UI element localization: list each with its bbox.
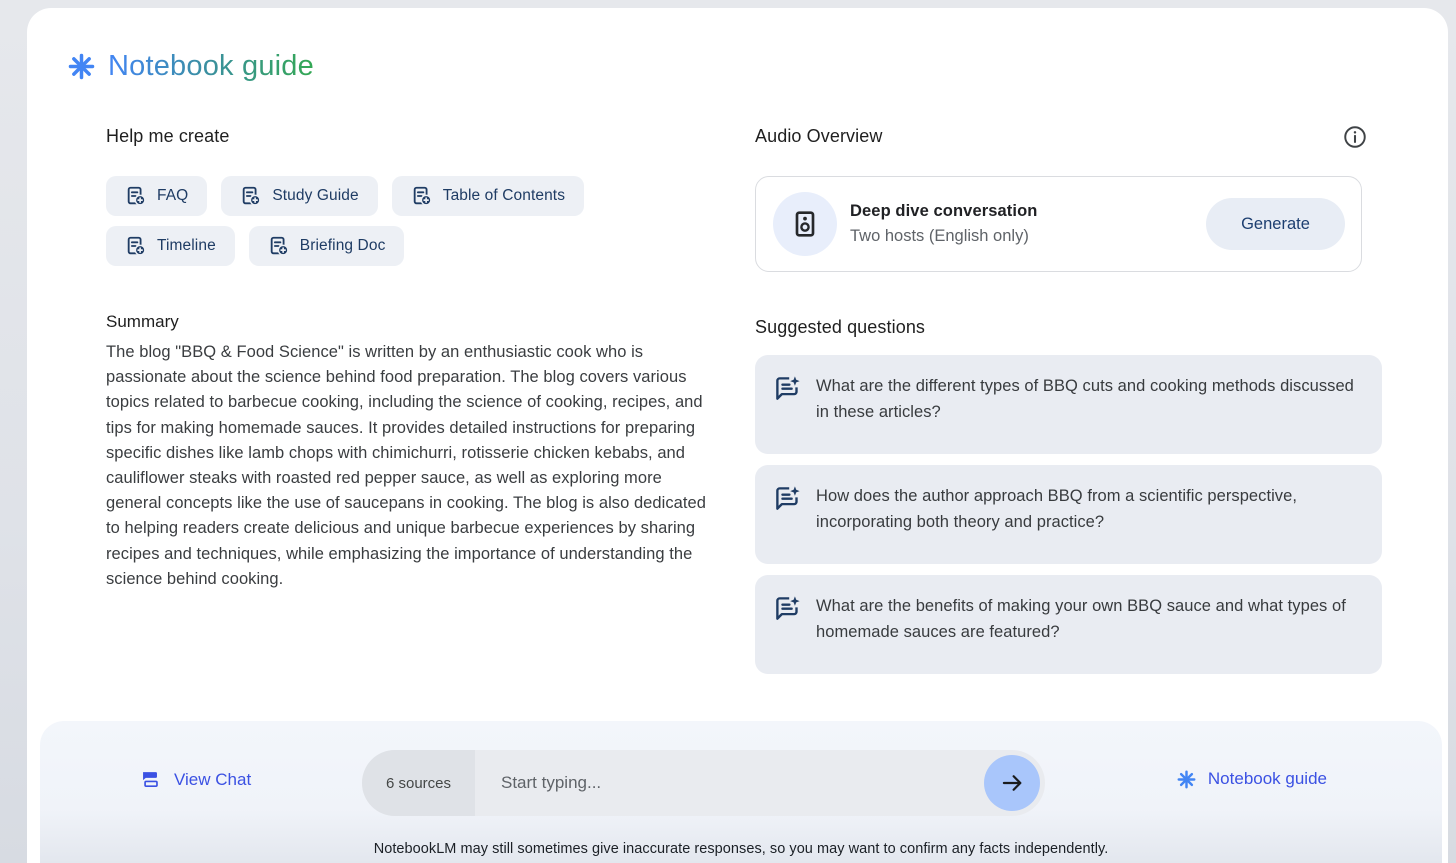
create-chips: [106, 176, 666, 266]
chip-table-of-contents[interactable]: [392, 176, 584, 216]
chat-bottom-bar: [40, 721, 1442, 863]
asterisk-icon: [1177, 770, 1196, 789]
info-icon[interactable]: [1342, 124, 1368, 150]
audio-card-text: [850, 199, 1037, 249]
suggested-question-2[interactable]: [755, 465, 1382, 564]
question-text: How does the author approach BBQ from a scientific perspective, incorporating both theory and practice?: [816, 487, 1297, 531]
chip-label: Study Guide: [272, 187, 359, 204]
audio-overview-header: [755, 126, 1382, 150]
notebook-logo-asterisk-icon: [68, 53, 95, 80]
speaker-icon: [773, 192, 837, 256]
note-add-icon: [125, 185, 147, 207]
page-title: Notebook guide: [108, 50, 314, 82]
note-add-icon: [268, 235, 290, 257]
note-add-icon: [411, 185, 433, 207]
chip-timeline[interactable]: [106, 226, 235, 266]
left-column: [106, 126, 731, 592]
question-text: What are the benefits of making your own BBQ sauce and what types of homemade sauces are featured?: [816, 597, 1346, 641]
chip-study-guide[interactable]: [221, 176, 377, 216]
send-button[interactable]: [984, 755, 1040, 811]
page-title-row: [68, 50, 314, 83]
notebook-guide-panel: [27, 8, 1448, 863]
notebook-guide-button[interactable]: [1177, 769, 1327, 789]
chat-sparkle-icon: [774, 595, 801, 622]
sources-count-badge[interactable]: 6 sources: [362, 750, 475, 816]
generate-button[interactable]: Generate: [1206, 198, 1345, 250]
help-me-create-heading: Help me create: [106, 126, 230, 146]
suggested-questions-list: [755, 355, 1382, 674]
view-chat-label: View Chat: [174, 769, 252, 789]
disclaimer-text: NotebookLM may still sometimes give inaccurate responses, so you may want to confirm any facts independently.: [373, 841, 1109, 857]
note-add-icon: [125, 235, 147, 257]
chip-label: Timeline: [157, 237, 216, 254]
chat-sparkle-icon: [774, 485, 801, 512]
audio-overview-card: [755, 176, 1362, 272]
audio-card-title: Deep dive conversation: [850, 202, 1038, 220]
notebook-guide-label: Notebook guide: [1207, 769, 1327, 788]
suggested-questions-heading: Suggested questions: [755, 317, 926, 337]
summary-heading: Summary: [106, 312, 179, 331]
audio-card-subtitle: Two hosts (English only): [850, 227, 1029, 245]
chat-input-bar: [362, 750, 1045, 816]
chip-faq[interactable]: [106, 176, 207, 216]
right-column: [755, 126, 1382, 674]
suggested-question-3[interactable]: [755, 575, 1382, 674]
chat-sparkle-icon: [774, 375, 801, 402]
arrow-right-icon: [999, 770, 1025, 796]
view-chat-button[interactable]: [140, 769, 251, 790]
chip-label: Briefing Doc: [299, 237, 386, 254]
summary-text: The blog "BBQ & Food Science" is written by an enthusiastic cook who is passionate about the science behind food preparation. The blog covers various topics related to barbecue cooking, including the science of cooking, recipes, and tips for making homemade sauces. It provides detailed instructions for preparing specific dishes like lamb chops with chimichurri, rotisserie chicken kebabs, and cauliflower steaks with roasted red pepper sauce, as well as exploring more general concepts like the use of saucepans in cooking. The blog is also dedicated to helping readers create delicious and unique barbecue experiences by sharing recipes and techniques, while emphasizing the importance of understanding the science behind cooking.: [106, 343, 706, 588]
chip-label: FAQ: [157, 187, 189, 204]
chip-briefing-doc[interactable]: [249, 226, 405, 266]
note-add-icon: [240, 185, 262, 207]
audio-overview-heading: Audio Overview: [755, 126, 883, 146]
question-text: What are the different types of BBQ cuts and cooking methods discussed in these articles?: [816, 377, 1354, 421]
chip-label: Table of Contents: [442, 187, 566, 204]
forum-icon: [140, 769, 161, 790]
chat-input[interactable]: [475, 750, 1045, 816]
suggested-question-1[interactable]: [755, 355, 1382, 454]
